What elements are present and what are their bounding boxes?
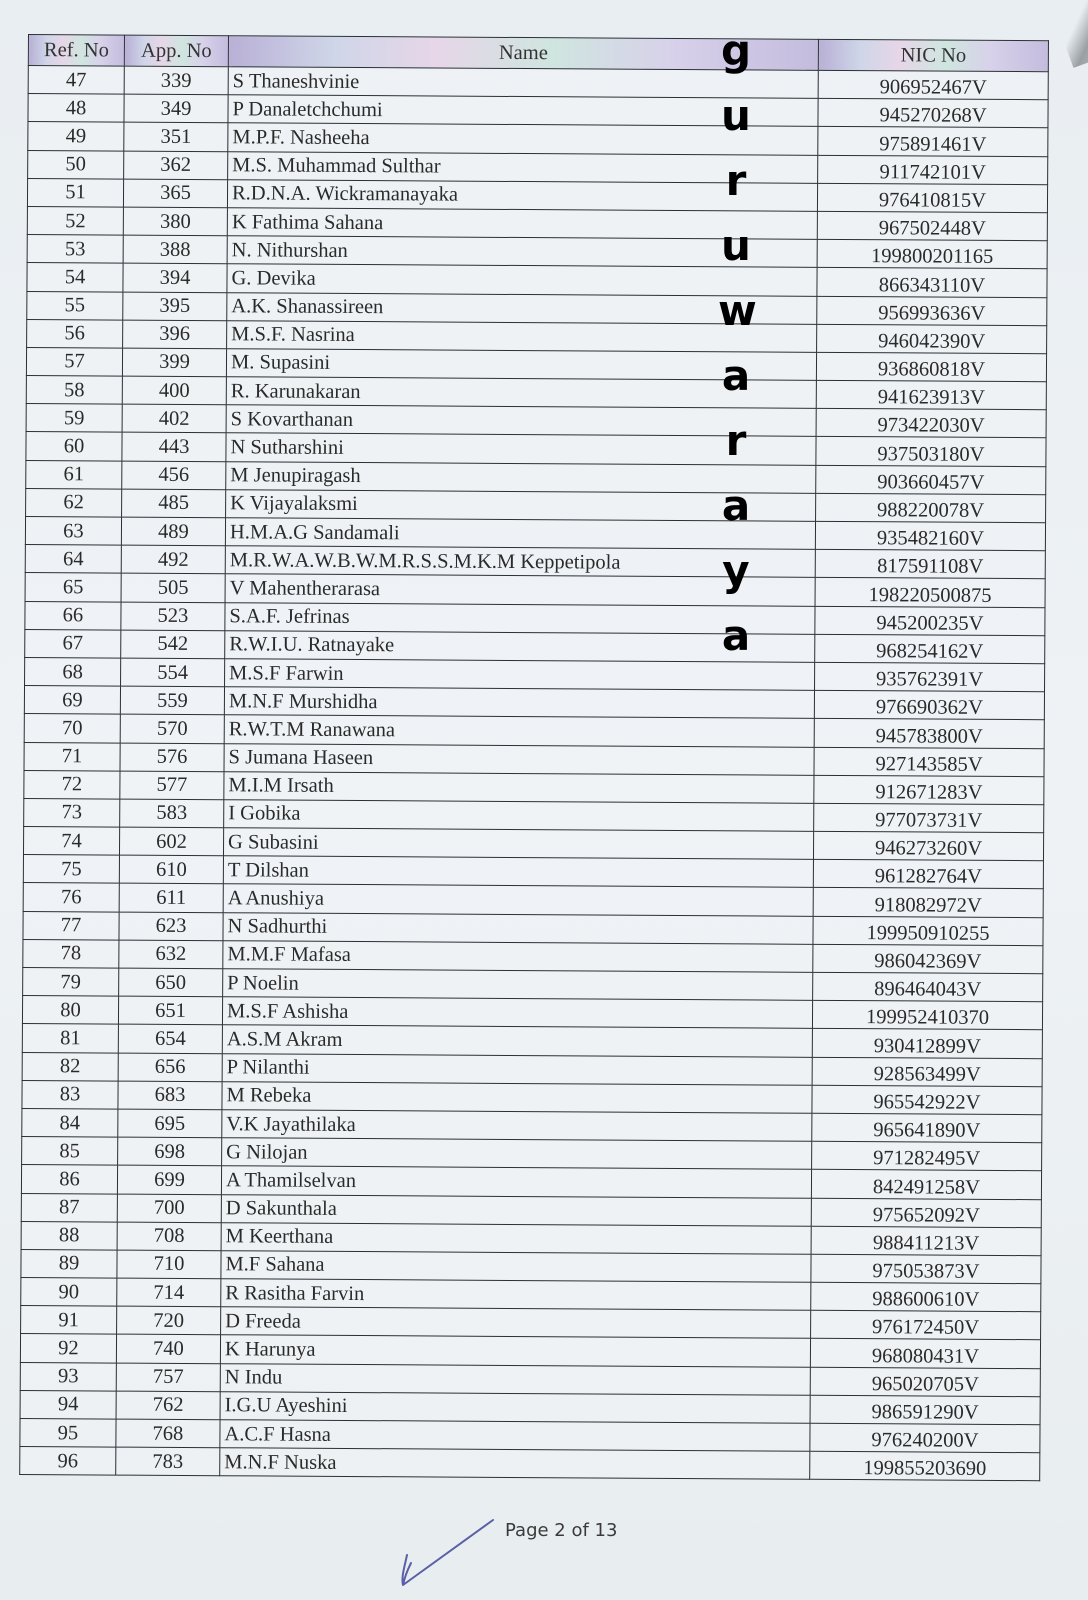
app-no-cell: 339 — [124, 66, 228, 95]
watermark-letter: a — [721, 611, 751, 660]
app-no-cell: 559 — [120, 686, 224, 715]
app-no-cell: 443 — [122, 433, 226, 462]
name-cell: A.K. Shanassireen — [227, 292, 817, 324]
app-no-cell: 610 — [119, 855, 223, 884]
name-cell: R.W.I.U. Ratnayake — [225, 630, 815, 662]
name-cell: K Vijayalaksmi — [226, 490, 816, 522]
name-cell: S Kovarthanan — [226, 405, 816, 437]
nic-no-cell: 911742101V — [818, 155, 1048, 185]
header-app-no: App. No — [124, 35, 228, 67]
nic-no-cell: 965020705V — [810, 1367, 1040, 1397]
ref-no-cell: 49 — [28, 122, 124, 151]
ref-no-cell: 86 — [21, 1165, 117, 1194]
nic-no-cell: 896464043V — [813, 972, 1043, 1002]
app-no-cell: 654 — [118, 1024, 222, 1053]
name-cell: M.M.F Mafasa — [223, 941, 813, 973]
ref-no-cell: 54 — [27, 263, 123, 292]
nic-no-cell: 988411213V — [811, 1226, 1041, 1256]
nic-no-cell: 903660457V — [816, 465, 1046, 495]
ref-no-cell: 65 — [25, 573, 121, 602]
nic-no-cell: 930412899V — [812, 1029, 1042, 1059]
ref-no-cell: 52 — [27, 206, 123, 235]
name-cell: R.W.T.M Ranawana — [224, 715, 814, 747]
ref-no-cell: 90 — [21, 1278, 117, 1307]
ref-no-cell: 88 — [21, 1221, 117, 1250]
name-cell: I.G.U Ayeshini — [220, 1392, 810, 1424]
app-no-cell: 485 — [122, 489, 226, 518]
name-cell: D Sakunthala — [221, 1194, 811, 1226]
nic-no-cell: 946042390V — [817, 324, 1047, 354]
nic-no-cell: 965542922V — [812, 1085, 1042, 1115]
ref-no-cell: 70 — [24, 714, 120, 743]
nic-no-cell: 928563499V — [812, 1057, 1042, 1087]
nic-no-cell: 866343110V — [817, 268, 1047, 298]
nic-no-cell: 199950910255 — [813, 916, 1043, 946]
watermark-letter: w — [718, 286, 757, 335]
app-no-cell: 632 — [119, 940, 223, 969]
app-no-cell: 740 — [116, 1335, 220, 1364]
app-no-cell: 623 — [119, 912, 223, 941]
ref-no-cell: 77 — [23, 911, 119, 940]
app-no-cell: 602 — [119, 827, 223, 856]
ref-no-cell: 91 — [21, 1306, 117, 1335]
app-no-cell: 394 — [123, 263, 227, 292]
name-cell: G. Devika — [227, 264, 817, 296]
app-no-cell: 695 — [118, 1109, 222, 1138]
name-cell: G Subasini — [223, 828, 813, 860]
ref-no-cell: 47 — [28, 66, 124, 95]
ref-no-cell: 71 — [24, 742, 120, 771]
nic-no-cell: 946273260V — [813, 831, 1043, 861]
nic-no-cell: 988600610V — [811, 1282, 1041, 1312]
app-no-cell: 699 — [117, 1165, 221, 1194]
app-no-cell: 583 — [120, 799, 224, 828]
app-no-cell: 349 — [124, 94, 228, 123]
nic-no-cell: 977073731V — [814, 803, 1044, 833]
nic-no-cell: 945783800V — [814, 719, 1044, 749]
name-cell: M.R.W.A.W.B.W.M.R.S.S.M.K.M Keppetipola — [225, 546, 815, 578]
table-body — [20, 66, 1049, 1482]
ref-no-cell: 55 — [27, 291, 123, 320]
nic-no-cell: 927143585V — [814, 747, 1044, 777]
name-cell: K Harunya — [220, 1335, 810, 1367]
name-cell: S Thaneshvinie — [228, 67, 818, 99]
nic-no-cell: 945200235V — [815, 606, 1045, 636]
ref-no-cell: 60 — [26, 432, 122, 461]
name-cell: V Mahentherarasa — [225, 574, 815, 606]
ref-no-cell: 50 — [28, 150, 124, 179]
ref-no-cell: 81 — [22, 1024, 118, 1053]
nic-no-cell: 976172450V — [811, 1311, 1041, 1341]
nic-no-cell: 965641890V — [812, 1113, 1042, 1143]
app-no-cell: 710 — [117, 1250, 221, 1279]
name-cell: R. Karunakaran — [226, 377, 816, 409]
watermark-letter: u — [721, 221, 751, 270]
ref-no-cell: 63 — [25, 516, 121, 545]
name-cell: N Indu — [220, 1363, 810, 1395]
app-no-cell: 388 — [123, 235, 227, 264]
ref-no-cell: 72 — [24, 770, 120, 799]
app-no-cell: 708 — [117, 1222, 221, 1251]
app-no-cell: 542 — [121, 630, 225, 659]
name-cell: P Nilanthi — [222, 1053, 812, 1085]
name-cell: M.P.F. Nasheeha — [228, 123, 818, 155]
nic-no-cell: 918082972V — [813, 888, 1043, 918]
ref-no-cell: 80 — [22, 996, 118, 1025]
name-cell: R.D.N.A. Wickramanayaka — [227, 179, 817, 211]
nic-no-cell: 817591108V — [815, 550, 1045, 580]
applicant-table — [19, 34, 1049, 1482]
nic-no-cell: 975652092V — [811, 1198, 1041, 1228]
ref-no-cell: 82 — [22, 1052, 118, 1081]
name-cell: R Rasitha Farvin — [221, 1279, 811, 1311]
app-no-cell: 396 — [123, 320, 227, 349]
app-no-cell: 577 — [120, 771, 224, 800]
ref-no-cell: 56 — [27, 319, 123, 348]
app-no-cell: 554 — [121, 658, 225, 687]
ref-no-cell: 58 — [26, 376, 122, 405]
name-cell: P Noelin — [223, 969, 813, 1001]
watermark-letter: r — [725, 156, 747, 205]
app-no-cell: 395 — [123, 292, 227, 321]
nic-no-cell: 976690362V — [814, 690, 1044, 720]
ref-no-cell: 51 — [27, 178, 123, 207]
app-no-cell: 362 — [124, 151, 228, 180]
app-no-cell: 365 — [123, 179, 227, 208]
name-cell: T Dilshan — [223, 856, 813, 888]
ref-no-cell: 66 — [25, 601, 121, 630]
ref-no-cell: 67 — [25, 629, 121, 658]
name-cell: M Jenupiragash — [226, 461, 816, 493]
nic-no-cell: 906952467V — [818, 70, 1048, 100]
app-no-cell: 402 — [122, 404, 226, 433]
ref-no-cell: 78 — [23, 939, 119, 968]
app-no-cell: 570 — [120, 714, 224, 743]
nic-no-cell: 937503180V — [816, 437, 1046, 467]
ref-no-cell: 48 — [28, 94, 124, 123]
ref-no-cell: 64 — [25, 545, 121, 574]
app-no-cell: 456 — [122, 461, 226, 490]
ref-no-cell: 93 — [20, 1362, 116, 1391]
name-cell: H.M.A.G Sandamali — [225, 518, 815, 550]
app-no-cell: 700 — [117, 1194, 221, 1223]
name-cell: D Freeda — [221, 1307, 811, 1339]
nic-no-cell: 968254162V — [815, 634, 1045, 664]
ref-no-cell: 57 — [26, 347, 122, 376]
nic-no-cell: 986042369V — [813, 944, 1043, 974]
name-cell: M.N.F Nuska — [220, 1448, 810, 1480]
nic-no-cell: 945270268V — [818, 99, 1048, 129]
name-cell: M.N.F Murshidha — [224, 687, 814, 719]
header-ref-no: Ref. No — [28, 35, 124, 67]
name-cell: M.I.M Irsath — [224, 771, 814, 803]
app-no-cell: 399 — [122, 348, 226, 377]
name-cell: M.S.F. Nasrina — [227, 320, 817, 352]
app-no-cell: 380 — [123, 207, 227, 236]
name-cell: M.F Sahana — [221, 1251, 811, 1283]
app-no-cell: 351 — [124, 122, 228, 151]
nic-no-cell: 986591290V — [810, 1395, 1040, 1425]
app-no-cell: 768 — [116, 1419, 220, 1448]
nic-no-cell: 956993636V — [817, 296, 1047, 326]
page-corner-shadow — [1046, 0, 1088, 68]
header-nic-no: NIC No — [818, 39, 1048, 71]
watermark-letter: u — [721, 91, 751, 140]
ref-no-cell: 61 — [26, 460, 122, 489]
app-no-cell: 576 — [120, 743, 224, 772]
name-cell: M.S.F Ashisha — [222, 997, 812, 1029]
name-cell: A.S.M Akram — [222, 1025, 812, 1057]
ref-no-cell: 79 — [23, 967, 119, 996]
nic-no-cell: 199952410370 — [812, 1000, 1042, 1030]
app-no-cell: 650 — [119, 968, 223, 997]
nic-no-cell: 967502448V — [817, 211, 1047, 241]
app-no-cell: 492 — [121, 545, 225, 574]
watermark-letter: y — [722, 546, 750, 595]
name-cell: M.S. Muhammad Sulthar — [228, 151, 818, 183]
name-cell: K Fathima Sahana — [227, 208, 817, 240]
nic-no-cell: 976410815V — [817, 183, 1047, 213]
name-cell: A.C.F Hasna — [220, 1420, 810, 1452]
name-cell: M Rebeka — [222, 1081, 812, 1113]
name-cell: P Danaletchchumi — [228, 95, 818, 127]
nic-no-cell: 976240200V — [810, 1423, 1040, 1453]
nic-no-cell: 199800201165 — [817, 239, 1047, 269]
name-cell: A Thamilselvan — [221, 1166, 811, 1198]
ref-no-cell: 69 — [24, 686, 120, 715]
ref-no-cell: 74 — [23, 827, 119, 856]
page-number: Page 2 of 13 — [505, 1520, 618, 1541]
nic-no-cell: 936860818V — [816, 352, 1046, 382]
nic-no-cell: 975891461V — [818, 127, 1048, 157]
name-cell: V.K Jayathilaka — [222, 1110, 812, 1142]
ref-no-cell: 68 — [25, 657, 121, 686]
name-cell: N Sadhurthi — [223, 912, 813, 944]
nic-no-cell: 968080431V — [810, 1339, 1040, 1369]
app-no-cell: 505 — [121, 573, 225, 602]
app-no-cell: 714 — [117, 1278, 221, 1307]
app-no-cell: 720 — [117, 1306, 221, 1335]
name-cell: M Keerthana — [221, 1222, 811, 1254]
name-cell: M.S.F Farwin — [225, 659, 815, 691]
ref-no-cell: 75 — [23, 855, 119, 884]
ref-no-cell: 87 — [21, 1193, 117, 1222]
nic-no-cell: 935482160V — [815, 521, 1045, 551]
ref-no-cell: 92 — [20, 1334, 116, 1363]
nic-no-cell: 971282495V — [812, 1141, 1042, 1171]
app-no-cell: 656 — [118, 1053, 222, 1082]
nic-no-cell: 935762391V — [815, 662, 1045, 692]
ref-no-cell: 53 — [27, 235, 123, 264]
app-no-cell: 651 — [118, 996, 222, 1025]
document-sheet — [19, 34, 1048, 1482]
nic-no-cell: 961282764V — [813, 860, 1043, 890]
ref-no-cell: 94 — [20, 1390, 116, 1419]
signature-tick-icon — [395, 1515, 495, 1590]
name-cell: S.A.F. Jefrinas — [225, 602, 815, 634]
nic-no-cell: 941623913V — [816, 380, 1046, 410]
app-no-cell: 783 — [116, 1447, 220, 1476]
app-no-cell: 762 — [116, 1391, 220, 1420]
nic-no-cell: 988220078V — [816, 493, 1046, 523]
app-no-cell: 683 — [118, 1081, 222, 1110]
app-no-cell: 698 — [118, 1137, 222, 1166]
nic-no-cell: 973422030V — [816, 409, 1046, 439]
watermark-letter: a — [721, 351, 751, 400]
ref-no-cell: 83 — [22, 1080, 118, 1109]
nic-no-cell: 198220500875 — [815, 578, 1045, 608]
table-row — [20, 1447, 1040, 1481]
ref-no-cell: 95 — [20, 1418, 116, 1447]
name-cell: N Sutharshini — [226, 433, 816, 465]
nic-no-cell: 842491258V — [811, 1170, 1041, 1200]
app-no-cell: 757 — [116, 1363, 220, 1392]
ref-no-cell: 85 — [22, 1137, 118, 1166]
ref-no-cell: 73 — [24, 798, 120, 827]
ref-no-cell: 89 — [21, 1249, 117, 1278]
app-no-cell: 611 — [119, 884, 223, 913]
ref-no-cell: 84 — [22, 1108, 118, 1137]
name-cell: M. Supasini — [226, 349, 816, 381]
name-cell: S Jumana Haseen — [224, 743, 814, 775]
name-cell: A Anushiya — [223, 884, 813, 916]
name-cell: I Gobika — [224, 800, 814, 832]
ref-no-cell: 62 — [26, 488, 122, 517]
app-no-cell: 400 — [122, 376, 226, 405]
ref-no-cell: 59 — [26, 404, 122, 433]
ref-no-cell: 76 — [23, 883, 119, 912]
watermark-letter: a — [721, 481, 751, 530]
app-no-cell: 523 — [121, 602, 225, 631]
watermark-letter: r — [725, 416, 747, 465]
watermark-letter: g — [720, 26, 752, 75]
name-cell: N. Nithurshan — [227, 236, 817, 268]
nic-no-cell: 975053873V — [811, 1254, 1041, 1284]
nic-no-cell: 199855203690 — [810, 1451, 1040, 1481]
name-cell: G Nilojan — [222, 1138, 812, 1170]
nic-no-cell: 912671283V — [814, 775, 1044, 805]
ref-no-cell: 96 — [20, 1447, 116, 1476]
app-no-cell: 489 — [121, 517, 225, 546]
header-name: Name — [228, 36, 818, 71]
vertical-watermark-text — [718, 18, 757, 668]
